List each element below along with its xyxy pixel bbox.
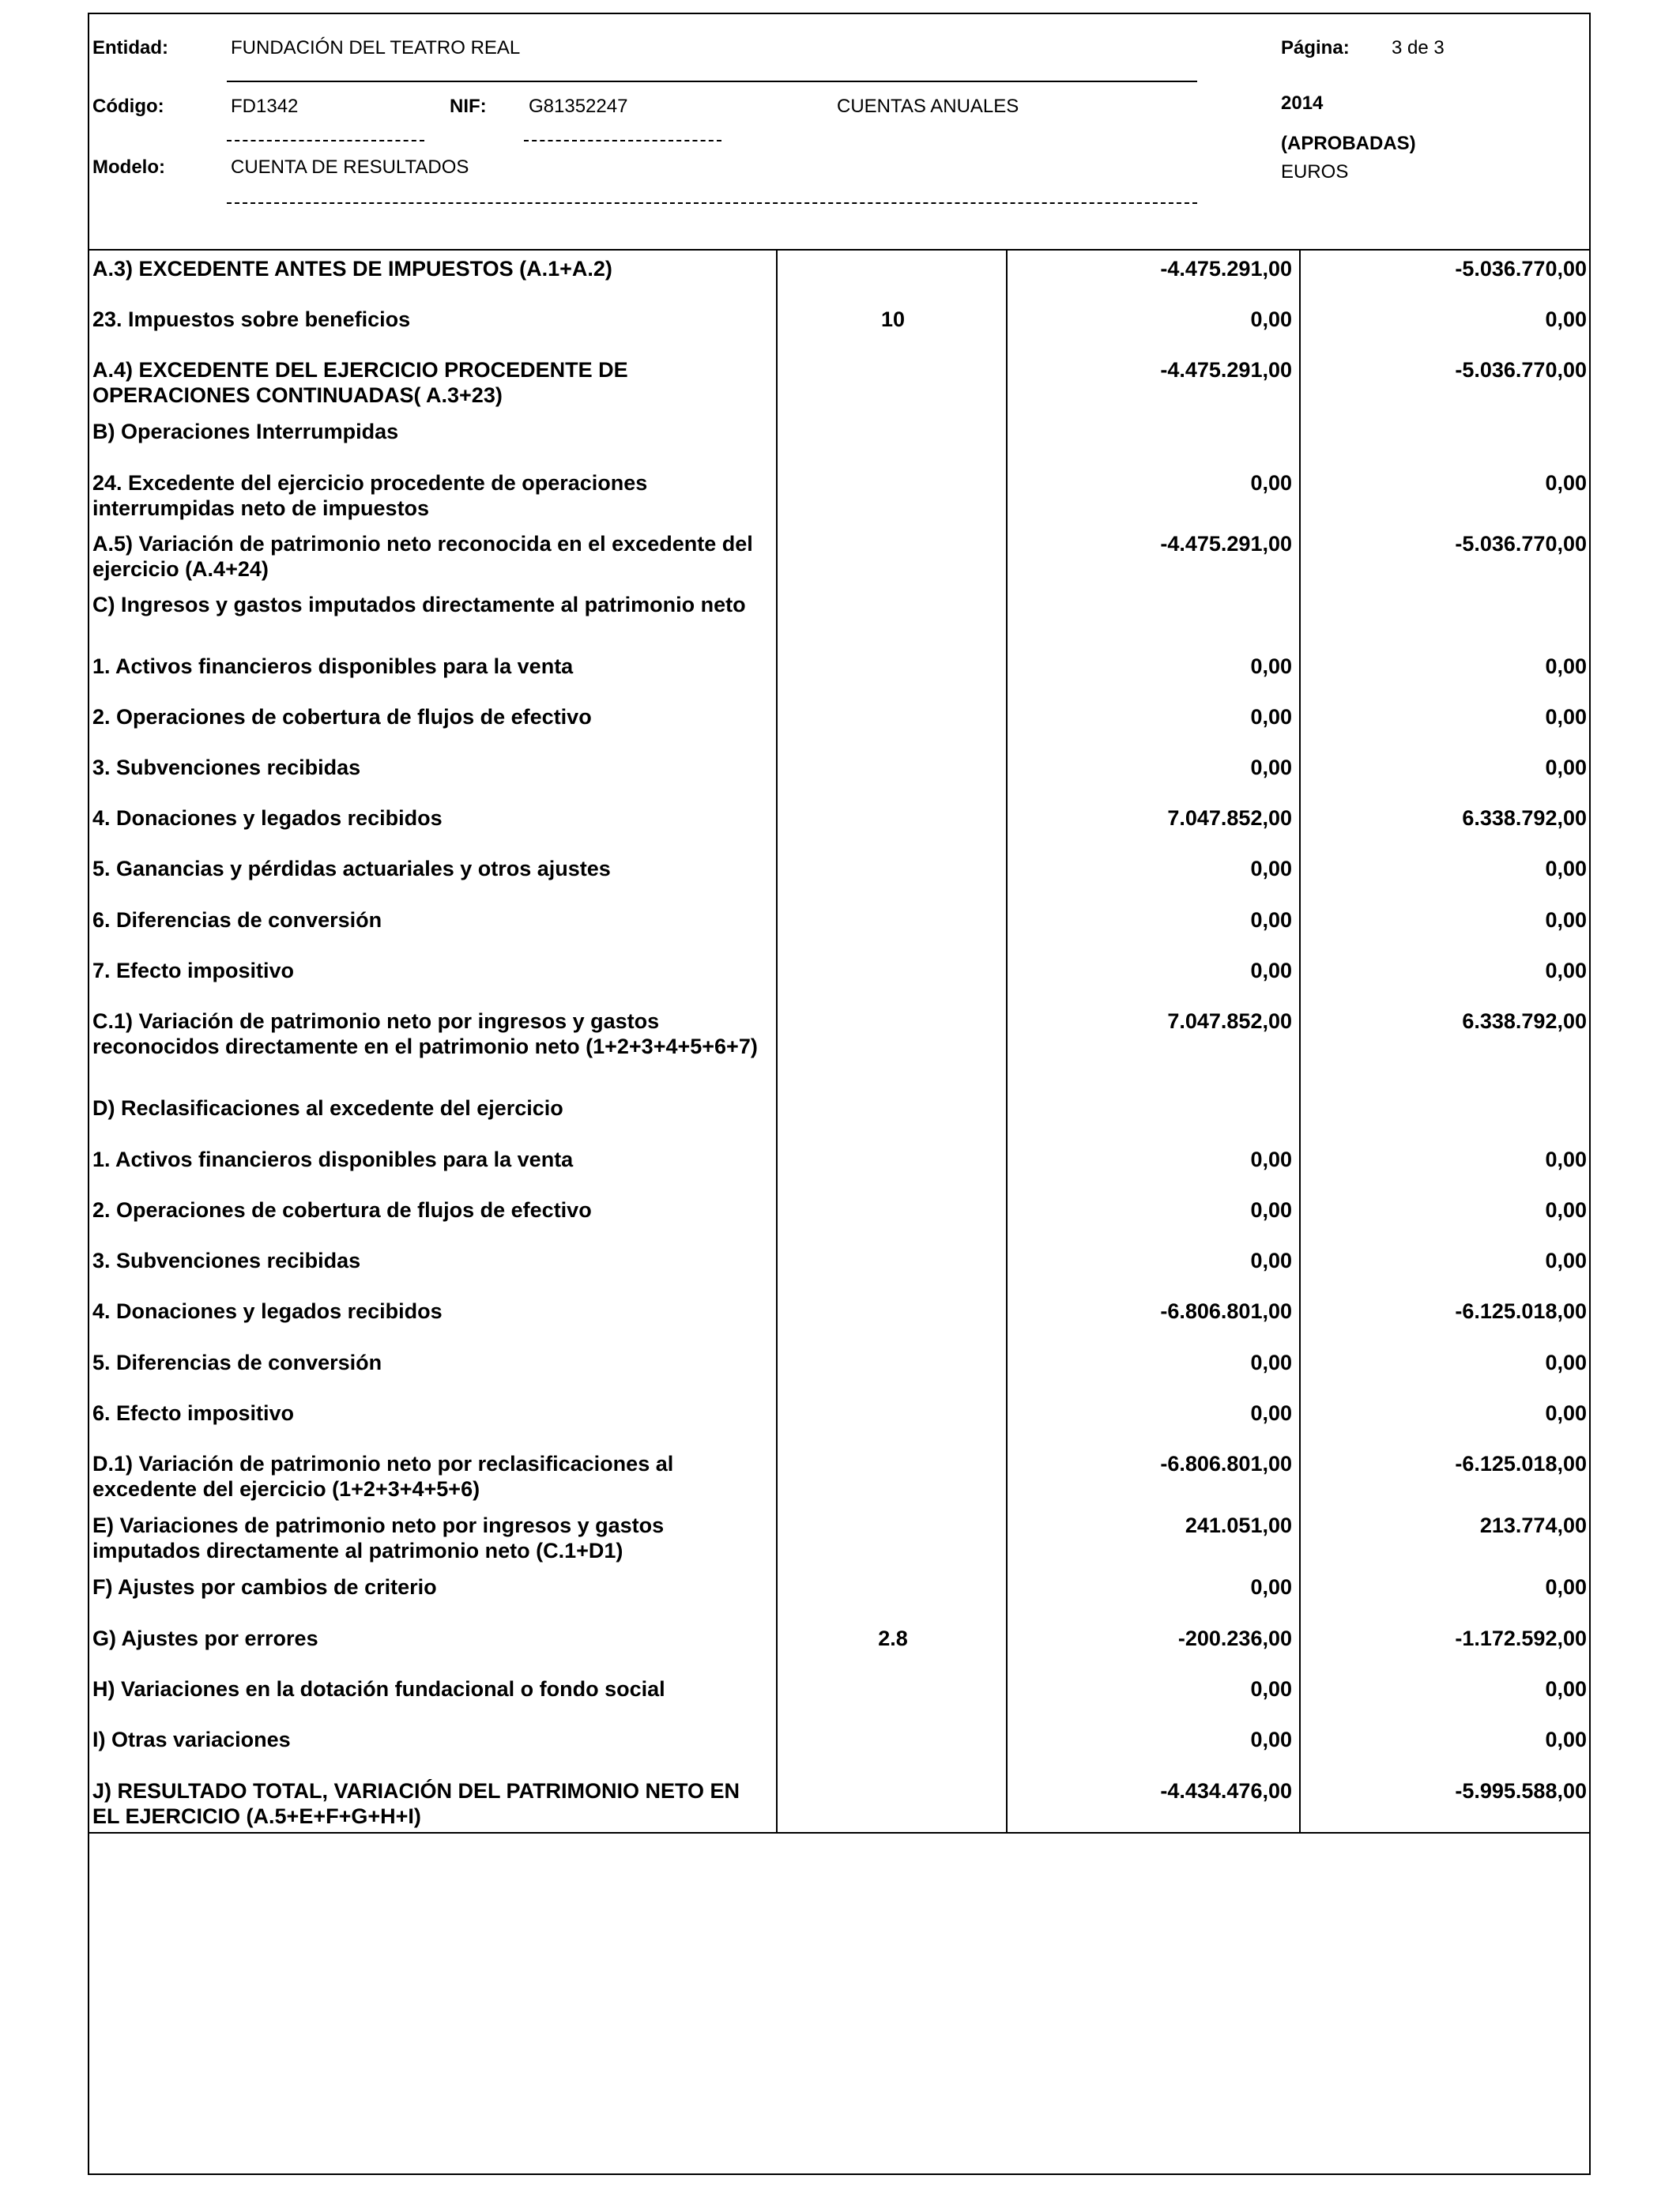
row-label: A.5) Variación de patrimonio neto reconocida en el excedente del ejercicio (A.4+24) (92, 532, 753, 581)
row-note: 10 (880, 307, 906, 331)
pagina-value: 3 de 3 (1392, 37, 1445, 58)
row-value-prior: 0,00 (1545, 857, 1587, 880)
row-value-current: 0,00 (1250, 1575, 1292, 1599)
row-value-current: 0,00 (1250, 959, 1292, 982)
row-value-prior: -5.995.588,00 (1455, 1779, 1587, 1803)
modelo-dash (227, 202, 1197, 204)
row-label: 4. Donaciones y legados recibidos (92, 806, 443, 830)
row-label: 1. Activos financieros disponibles para la venta (92, 1148, 574, 1171)
row-value-current: 0,00 (1250, 307, 1292, 331)
row-label: C) Ingresos y gastos imputados directamente al patrimonio neto (92, 593, 746, 616)
row-value-current: 0,00 (1250, 1351, 1292, 1374)
row-label: 2. Operaciones de cobertura de flujos de efectivo (92, 705, 592, 729)
row-value-prior: 0,00 (1545, 307, 1587, 331)
row-label: D.1) Variación de patrimonio neto por reclasificaciones al excedente del ejercicio (1+2+3+4+5+6) (92, 1452, 674, 1501)
nif-dash (524, 140, 721, 141)
nif-value: G81352247 (529, 96, 628, 117)
table-top-rule (88, 249, 1591, 251)
row-label: E) Variaciones de patrimonio neto por ingresos y gastos imputados directamente al patrimonio neto (C.1+D1) (92, 1514, 665, 1563)
row-value-prior: 0,00 (1545, 705, 1587, 729)
row-value-prior: 213.774,00 (1479, 1514, 1587, 1537)
row-label: A.4) EXCEDENTE DEL EJERCICIO PROCEDENTE DE OPERACIONES CONTINUADAS( A.3+23) (92, 358, 628, 407)
column-divider (776, 249, 778, 1834)
nif-label: NIF: (450, 96, 487, 117)
row-value-prior: -5.036.770,00 (1455, 257, 1587, 281)
row-value-current: 0,00 (1250, 1401, 1292, 1425)
row-label: 2. Operaciones de cobertura de flujos de efectivo (92, 1198, 592, 1222)
row-label: 24. Excedente del ejercicio procedente de operaciones interrumpidas neto de impuestos (92, 471, 648, 520)
row-label: J) RESULTADO TOTAL, VARIACIÓN DEL PATRIMONIO NETO EN EL EJERCICIO (A.5+E+F+G+H+I) (92, 1779, 740, 1828)
row-label: D) Reclasificaciones al excedente del ejercicio (92, 1096, 563, 1120)
row-value-prior: -5.036.770,00 (1455, 358, 1587, 382)
currency-label: EUROS (1281, 161, 1349, 183)
row-value-prior: 6.338.792,00 (1462, 806, 1587, 830)
modelo-value: CUENTA DE RESULTADOS (231, 156, 469, 178)
codigo-label: Código: (92, 96, 164, 117)
row-label: C.1) Variación de patrimonio neto por ingresos y gastos reconocidos directamente en el patrimonio neto (1+2+3+4+5+6+7) (92, 1009, 758, 1058)
row-value-current: 0,00 (1250, 756, 1292, 779)
row-value-prior: 0,00 (1545, 1401, 1587, 1425)
row-note: 2.8 (878, 1627, 908, 1650)
document-type: CUENTAS ANUALES (837, 96, 1019, 117)
row-value-current: 0,00 (1250, 1728, 1292, 1751)
column-divider (1299, 249, 1301, 1834)
row-value-current: 7.047.852,00 (1167, 806, 1292, 830)
row-label: G) Ajustes por errores (92, 1627, 318, 1650)
row-label: 3. Subvenciones recibidas (92, 1249, 361, 1272)
row-value-current: -6.806.801,00 (1160, 1452, 1292, 1476)
table-bottom-rule (88, 1832, 1591, 1834)
row-value-prior: 0,00 (1545, 1575, 1587, 1599)
modelo-label: Modelo: (92, 156, 165, 178)
row-value-current: 0,00 (1250, 908, 1292, 932)
row-label: 5. Diferencias de conversión (92, 1351, 382, 1374)
row-value-prior: 0,00 (1545, 1249, 1587, 1272)
row-value-current: 0,00 (1250, 654, 1292, 678)
row-label: 23. Impuestos sobre beneficios (92, 307, 411, 331)
row-value-current: -200.236,00 (1177, 1627, 1292, 1650)
row-value-current: 0,00 (1250, 471, 1292, 495)
row-label: 5. Ganancias y pérdidas actuariales y otros ajustes (92, 857, 611, 880)
row-value-current: 0,00 (1250, 1249, 1292, 1272)
row-label: H) Variaciones en la dotación fundacional o fondo social (92, 1677, 665, 1701)
row-value-current: 0,00 (1250, 1198, 1292, 1222)
row-value-prior: 0,00 (1545, 1148, 1587, 1171)
row-label: 7. Efecto impositivo (92, 959, 295, 982)
entidad-label: Entidad: (92, 37, 168, 58)
row-value-prior: -1.172.592,00 (1455, 1627, 1587, 1650)
row-value-prior: -5.036.770,00 (1455, 532, 1587, 556)
row-label: F) Ajustes por cambios de criterio (92, 1575, 437, 1599)
row-label: 3. Subvenciones recibidas (92, 756, 361, 779)
row-value-prior: 0,00 (1545, 1728, 1587, 1751)
approval-status: (APROBADAS) (1281, 133, 1416, 154)
row-value-current: -4.475.291,00 (1160, 257, 1292, 281)
entidad-value: FUNDACIÓN DEL TEATRO REAL (231, 37, 521, 58)
row-label: 4. Donaciones y legados recibidos (92, 1299, 443, 1323)
row-value-prior: 0,00 (1545, 908, 1587, 932)
row-label: I) Otras variaciones (92, 1728, 291, 1751)
row-value-current: 7.047.852,00 (1167, 1009, 1292, 1033)
row-label: 6. Efecto impositivo (92, 1401, 295, 1425)
row-value-current: -4.475.291,00 (1160, 358, 1292, 382)
row-value-prior: 0,00 (1545, 471, 1587, 495)
row-value-current: -4.475.291,00 (1160, 532, 1292, 556)
row-value-current: 0,00 (1250, 1677, 1292, 1701)
row-value-prior: 0,00 (1545, 1351, 1587, 1374)
codigo-dash (227, 140, 424, 141)
header-rule (227, 81, 1197, 82)
row-value-current: 0,00 (1250, 857, 1292, 880)
row-value-current: 0,00 (1250, 1148, 1292, 1171)
row-value-prior: 0,00 (1545, 1677, 1587, 1701)
row-value-prior: -6.125.018,00 (1455, 1452, 1587, 1476)
row-value-prior: 6.338.792,00 (1462, 1009, 1587, 1033)
row-value-prior: 0,00 (1545, 756, 1587, 779)
row-label: 1. Activos financieros disponibles para la venta (92, 654, 574, 678)
row-value-current: -6.806.801,00 (1160, 1299, 1292, 1323)
row-label: A.3) EXCEDENTE ANTES DE IMPUESTOS (A.1+A.2) (92, 257, 612, 281)
row-value-current: 241.051,00 (1185, 1514, 1292, 1537)
row-value-prior: 0,00 (1545, 1198, 1587, 1222)
fiscal-year: 2014 (1281, 92, 1324, 114)
row-label: B) Operaciones Interrumpidas (92, 420, 399, 443)
row-value-current: -4.434.476,00 (1160, 1779, 1292, 1803)
column-divider (1006, 249, 1008, 1834)
row-value-current: 0,00 (1250, 705, 1292, 729)
row-value-prior: 0,00 (1545, 959, 1587, 982)
row-value-prior: -6.125.018,00 (1455, 1299, 1587, 1323)
row-value-prior: 0,00 (1545, 654, 1587, 678)
codigo-value: FD1342 (231, 96, 299, 117)
pagina-label: Página: (1281, 37, 1350, 58)
row-label: 6. Diferencias de conversión (92, 908, 382, 932)
page-frame (88, 13, 1591, 2175)
